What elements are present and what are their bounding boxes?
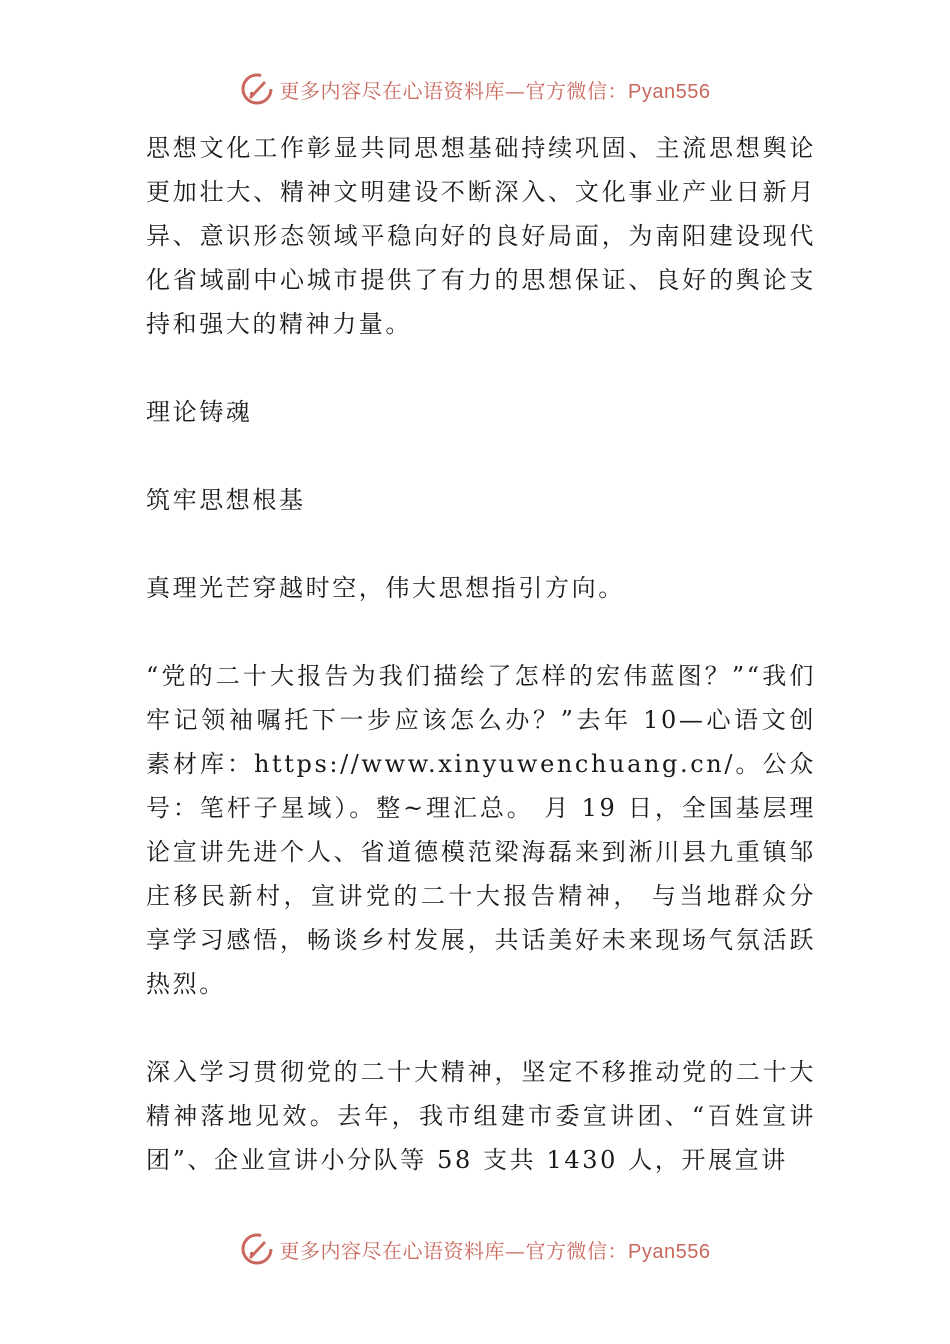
brush-circle-logo-icon (240, 72, 274, 106)
wechat-id: Pyan556 (628, 80, 711, 103)
paragraph-report: “党的二十大报告为我们描绘了怎样的宏伟蓝图？”“我们牢记领袖嘱托下一步应该怎么办？”去年 10—心语文创素材库：https://www.xinyuwenchuang.cn/。公众号：笔杆子星域）。整~理汇总。 月 19 日，全国基层理论宣讲先进个人、省道德模范梁海磊来到淅川县九重镇邹庄移民新村，宣讲党的二十大报告精神， 与当地群众分享学习感悟，畅谈乡村发展，共话美好未来现场气氛活跃热烈。 (146, 662, 816, 998)
header-watermark (0, 72, 950, 106)
paragraph-intro: 思想文化工作彰显共同思想基础持续巩固、主流思想舆论更加壮大、精神文明建设不断深入、文化事业产业日新月异、意识形态领域平稳向好的良好局面，为南阳建设现代化省域副中心城市提供了有力的思想保证、良好的舆论支持和强大的精神力量。 (146, 134, 816, 338)
brush-circle-logo-icon (240, 1232, 274, 1266)
paragraph-truth: 真理光芒穿越时空，伟大思想指引方向。 (146, 574, 625, 602)
paragraph-study: 深入学习贯彻党的二十大精神，坚定不移推动党的二十大精神落地见效。去年，我市组建市委宣讲团、“百姓宣讲团”、企业宣讲小分队等 58 支共 1430 人，开展宣讲 (146, 1058, 816, 1174)
watermark-text: 更多内容尽在心语资料库—官方微信：Pyan556 (279, 1238, 711, 1263)
watermark-text: 更多内容尽在心语资料库—官方微信：Pyan556 (279, 78, 711, 103)
section-heading-2: 筑牢思想根基 (146, 486, 306, 514)
document-body (146, 126, 816, 1226)
wechat-id: Pyan556 (628, 1240, 711, 1263)
footer-watermark (0, 1232, 950, 1266)
section-heading-1: 理论铸魂 (146, 398, 253, 426)
